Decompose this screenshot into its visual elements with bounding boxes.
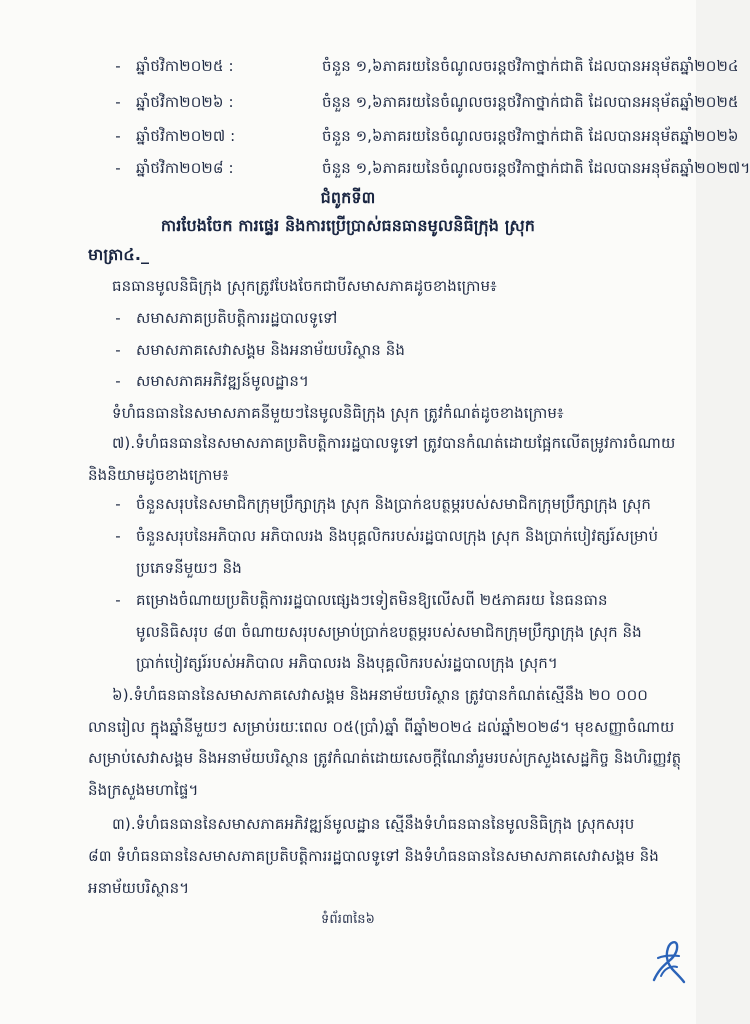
plan-item-year: ឆ្នាំថវិកា២០២៥ :: [136, 57, 234, 75]
section-3-line-3: អនាម័យបរិស្ថាន។: [88, 879, 190, 897]
section-1-line-1: ៧).ទំហំធនធាននៃសមាសភាគប្រតិបត្តិការរដ្ឋបាលទូទៅ ត្រូវបានកំណត់ដោយផ្អែកលើតម្រូវការចំណាយ: [112, 434, 676, 452]
plan-item-bullet: -: [115, 159, 121, 177]
plan-item-year: ឆ្នាំថវិកា២០២៨ :: [136, 159, 234, 177]
determination-line: ទំហំធនធាននៃសមាសភាគនីមួយៗនៃមូលនិធិក្រុង ស្រុក ត្រូវកំណត់ដូចខាងក្រោម៖: [112, 404, 564, 422]
section-2-line-4: និងក្រសួងមហាផ្ទៃ។: [88, 781, 199, 799]
component-bullet: -: [115, 309, 121, 327]
plan-item-year: ឆ្នាំថវិកា២០២៦ :: [136, 93, 234, 111]
section-2-line-2: លានរៀល ក្នុងឆ្នាំនីមួយៗ សម្រាប់រយៈពេល ០៥(ប្រាំ)ឆ្នាំ ពីឆ្នាំ២០២៤ ដល់ឆ្នាំ២០២៨។ មុខសញ្ញាចំណាយ: [88, 718, 675, 736]
section-1-text: ចំនួនសរុបនៃសមាជិកក្រុមប្រឹក្សាក្រុង ស្រុក និងប្រាក់ឧបត្ថម្ភរបស់សមាជិកក្រុមប្រឹក្សាក្រុង ស្រុក: [136, 495, 652, 513]
plan-item-text: ចំនួន ១,៦ភាគរយនៃចំណូលចរន្តថវិកាថ្នាក់ជាតិ ដែលបានអនុម័តឆ្នាំ២០២៦: [322, 127, 739, 145]
section-1-bullet: -: [115, 495, 121, 513]
page-number: ទំព័រ៣នៃ៦: [321, 912, 375, 927]
section-1-continuation: ប្រាក់បៀវត្សរ៍របស់អភិបាល អភិបាលរង និងបុគ្គលិករបស់រដ្ឋបាលក្រុង ស្រុក។: [136, 654, 558, 672]
plan-item-bullet: -: [115, 93, 121, 111]
section-2-line-3: សម្រាប់សេវាសង្គម និងអនាម័យបរិស្ថាន ត្រូវកំណត់ដោយសេចក្តីណែនាំរួមរបស់ក្រសួងសេដ្ឋកិច្ច និងហិរញ្ញវត្ថុ: [88, 749, 682, 767]
intro-line: ធនធានមូលនិធិក្រុង ស្រុកត្រូវបែងចែកជាបីសមាសភាគដូចខាងក្រោម៖: [112, 277, 497, 295]
section-2-line-1: ៦).ទំហំធនធាននៃសមាសភាគសេវាសង្គម និងអនាម័យបរិស្ថាន ត្រូវបានកំណត់ស្មើនឹង ២០ ០០០: [112, 686, 649, 704]
section-1-text: ចំនួនសរុបនៃអភិបាល អភិបាលរង និងបុគ្គលិករបស់រដ្ឋបាលក្រុង ស្រុក និងប្រាក់បៀវត្សរ៍សម្រាប់: [136, 527, 659, 545]
handwritten-initials-icon: [646, 936, 688, 990]
plan-item-text: ចំនួន ១,៦ភាគរយនៃចំណូលចរន្តថវិកាថ្នាក់ជាតិ ដែលបានអនុម័តឆ្នាំ២០២៧។: [322, 159, 750, 177]
component-bullet: -: [115, 372, 121, 390]
plan-item-bullet: -: [115, 57, 121, 75]
plan-item-text: ចំនួន ១,៦ភាគរយនៃចំណូលចរន្តថវិកាថ្នាក់ជាតិ ដែលបានអនុម័តឆ្នាំ២០២៤: [322, 57, 739, 75]
component-bullet: -: [115, 341, 121, 359]
plan-item-year: ឆ្នាំថវិកា២០២៧ :: [136, 127, 236, 145]
component-text: សមាសភាគសេវាសង្គម និងអនាម័យបរិស្ថាន និង: [136, 341, 406, 359]
component-text: សមាសភាគអភិវឌ្ឍន៍មូលដ្ឋាន។: [136, 372, 309, 390]
section-3-line-2: ៨៣ ទំហំធនធាននៃសមាសភាគប្រតិបត្តិការរដ្ឋបាលទូទៅ និងទំហំធនធាននៃសមាសភាគសេវាសង្គម និង: [88, 847, 659, 865]
section-3-line-1: ៣).ទំហំធនធាននៃសមាសភាគអភិវឌ្ឍន៍មូលដ្ឋាន ស្មើនឹងទំហំធនធាននៃមូលនិធិក្រុង ស្រុកសរុប: [112, 815, 635, 833]
section-1-bullet: -: [115, 527, 121, 545]
component-text: សមាសភាគប្រតិបត្តិការរដ្ឋបាលទូទៅ: [136, 309, 338, 327]
section-1-continuation: មូលនិធិសរុប ៨៣ ចំណាយសរុបសម្រាប់ប្រាក់ឧបត្ថម្ភរបស់សមាជិកក្រុមប្រឹក្សាក្រុង ស្រុក និង: [136, 623, 642, 641]
plan-item-bullet: -: [115, 127, 121, 145]
chapter-title: ជំពូកទី៣: [320, 188, 376, 207]
section-1-text: គម្រោងចំណាយប្រតិបត្តិការរដ្ឋបាលផ្សេងៗទៀតមិនឱ្យលើសពី ២៥ភាគរយ នៃធនធាន: [136, 591, 608, 609]
section-1-bullet: -: [115, 591, 121, 609]
section-1-line-2: និងនិយាមដូចខាងក្រោម៖: [88, 466, 229, 484]
article-label: មាត្រា៤._: [88, 245, 150, 264]
plan-item-text: ចំនួន ១,៦ភាគរយនៃចំណូលចរន្តថវិកាថ្នាក់ជាតិ ដែលបានអនុម័តឆ្នាំ២០២៥: [322, 93, 739, 111]
section-1-continuation: ប្រភេទនីមួយៗ និង: [136, 559, 242, 577]
chapter-subtitle: ការបែងចែក ការផ្ទេរ និងការប្រើប្រាស់ធនធានមូលនិធិក្រុង ស្រុក: [160, 216, 536, 235]
